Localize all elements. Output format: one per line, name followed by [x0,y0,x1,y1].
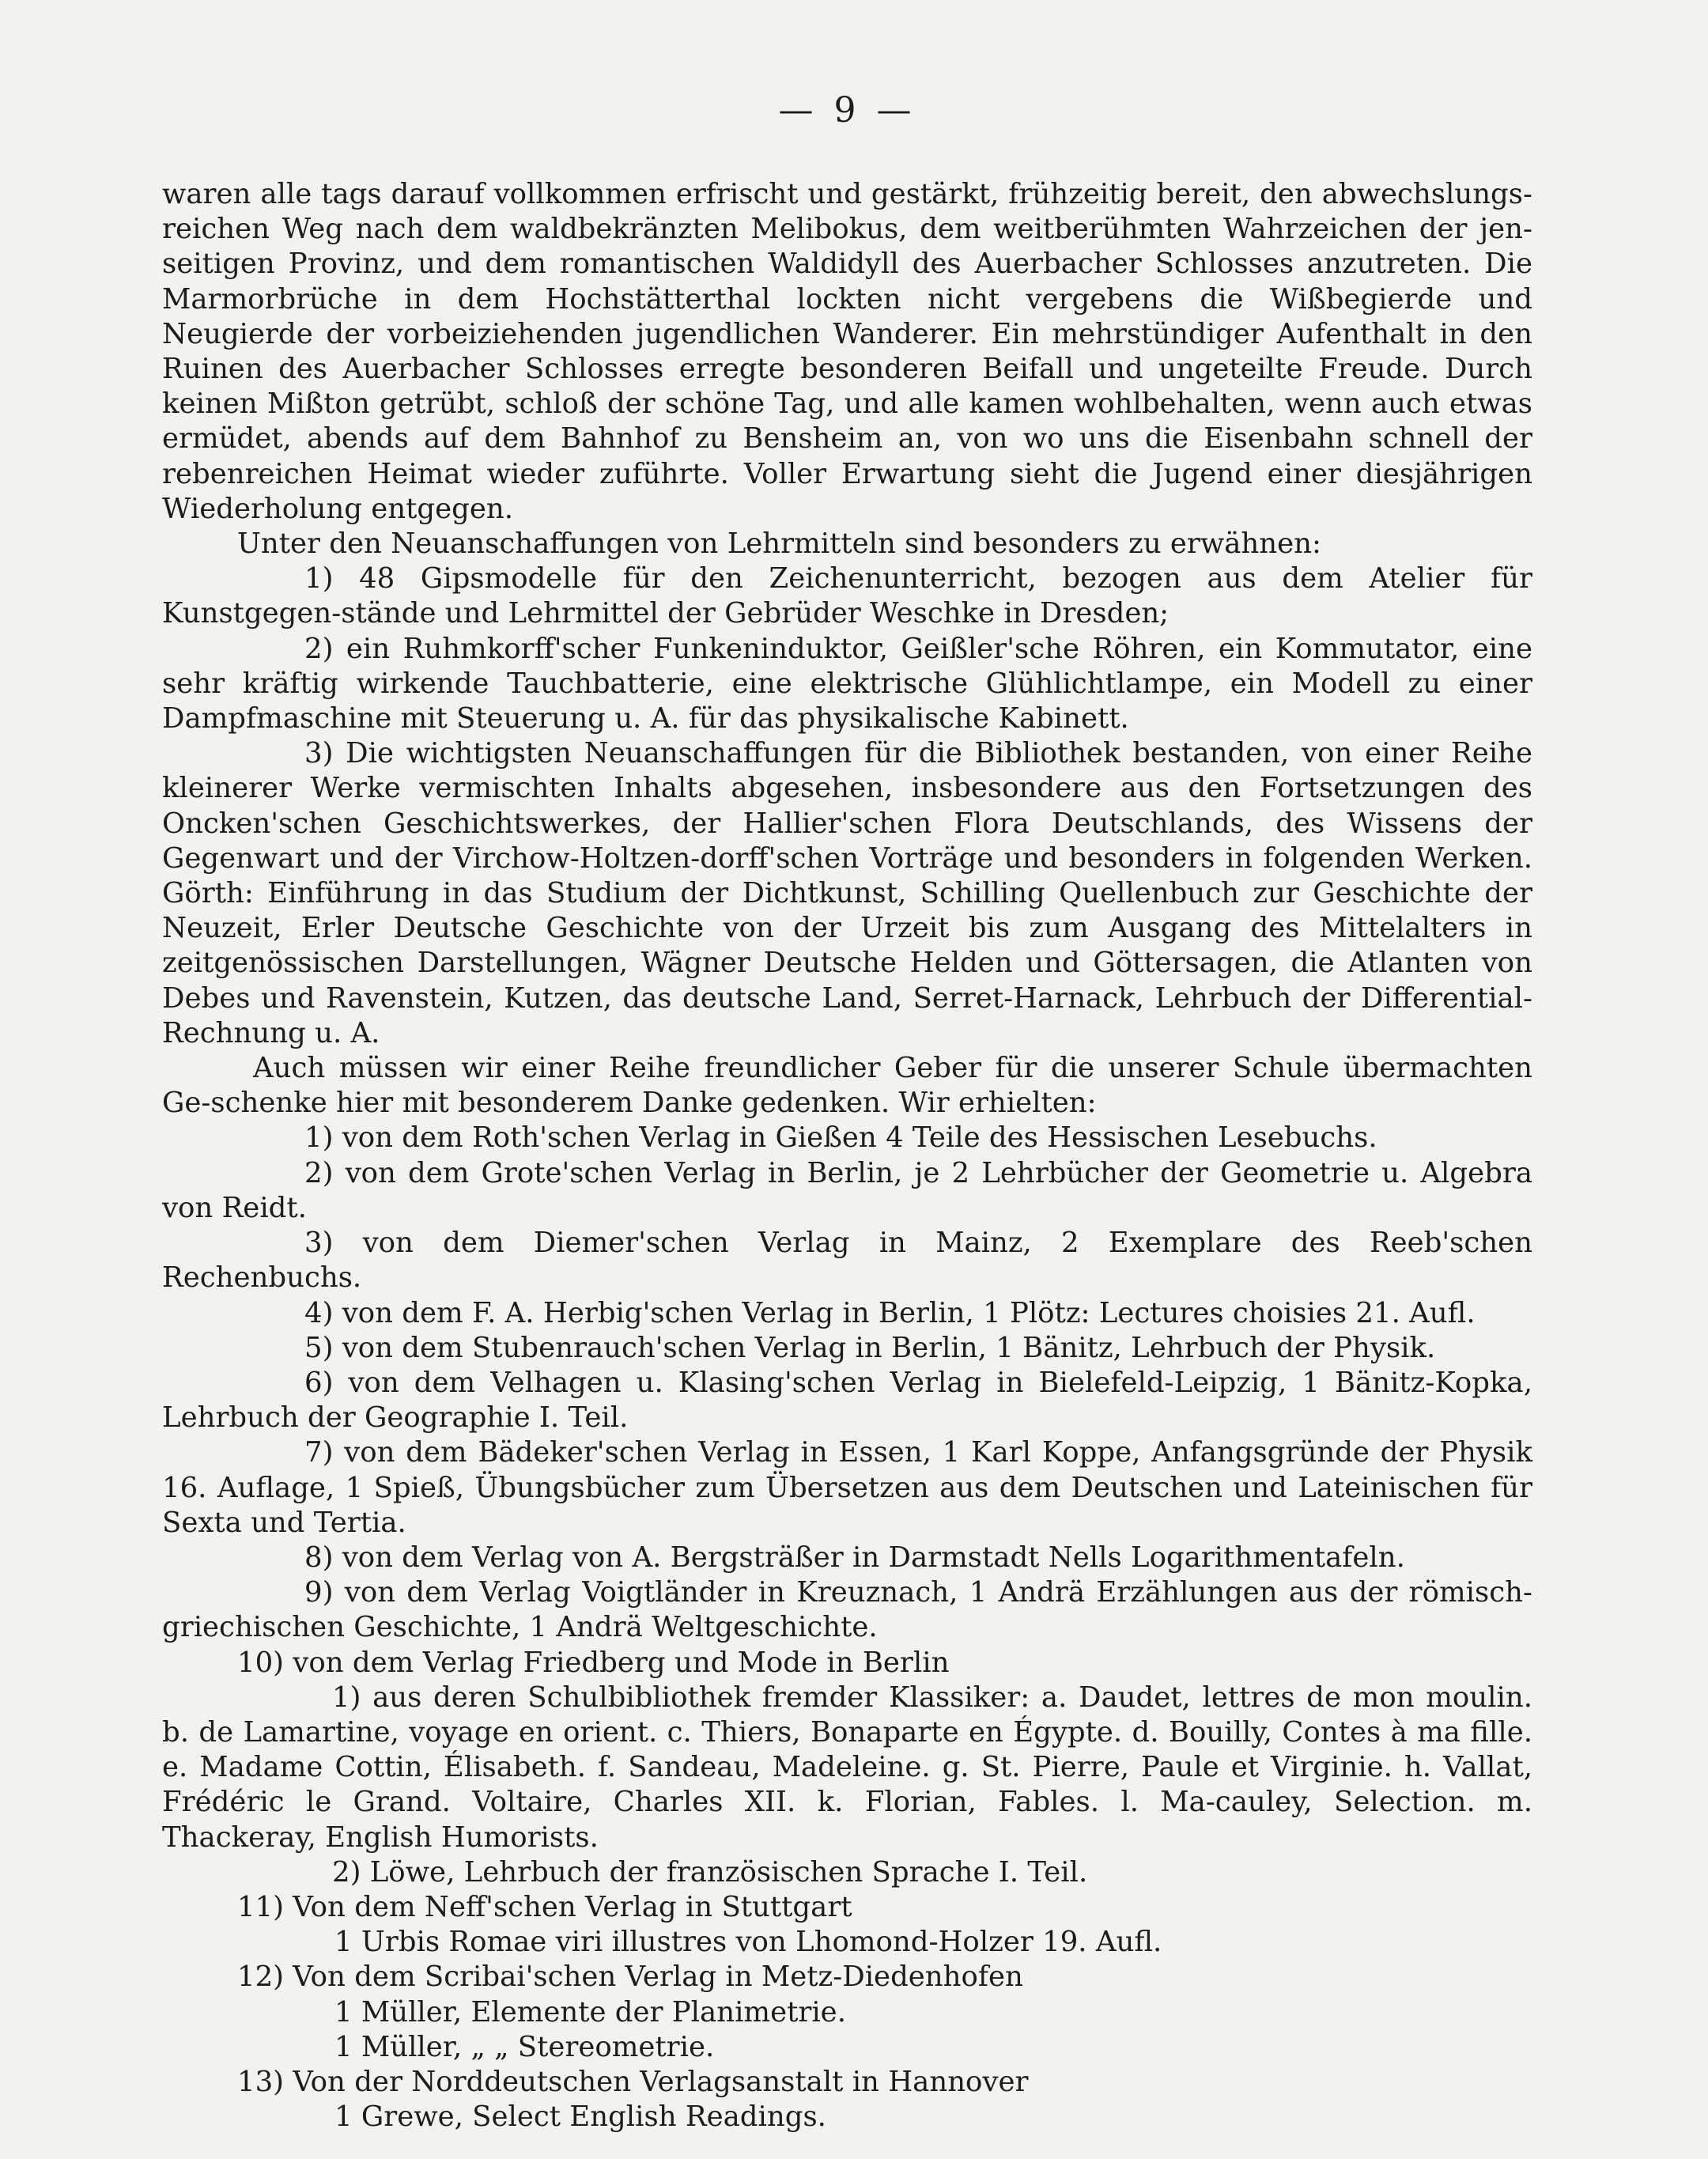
paragraph: 2) Löwe, Lehrbuch der französischen Sprache I. Teil. [332,1855,1088,1889]
paragraph: waren alle tags darauf vollkommen erfrischt und gestärkt, frühzeitig bereit, den abwechslungs-reichen Weg nach dem waldbekränzten Melibokus, dem weitberühmten Wahrzeichen der jen-seitigen Provinz, und dem romantischen Waldidyll des Auerbacher Schlosses anzutreten. Die Marmorbrüche in dem Hochstätterthal lockten nicht vergebens die Wißbegierde und Neugierde der vorbeiziehenden jugendlichen Wanderer. Ein mehrstündiger Aufenthalt in den Ruinen des Auerbacher Schlosses erregte besonderen Beifall und ungeteilte Freude. Durch keinen Mißton getrübt, schloß der schöne Tag, und alle kamen wohlbehalten, wenn auch etwas ermüdet, abends auf dem Bahnhof zu Bensheim an, von wo uns die Eisenbahn schnell der rebenreichen Heimat wieder zuführte. Voller Erwartung sieht die Jugend einer diesjährigen Wiederholung entgegen. [162,178,1532,525]
paragraph: 1 Müller, „ „ Stereometrie. [334,2030,715,2063]
paragraph: 1 Urbis Romae viri illustres von Lhomond-Holzer 19. Aufl. [334,1926,1162,1959]
paragraph: 5) von dem Stubenrauch'schen Verlag in Berlin, 1 Bänitz, Lehrbuch der Physik. [304,1331,1436,1364]
paragraph: 9) von dem Verlag Voigtländer in Kreuznach, 1 Andrä Erzählungen aus der römisch-griechischen Geschichte, 1 Andrä Weltgeschichte. [162,1576,1532,1644]
paragraph: 1) aus deren Schulbibliothek fremder Klassiker: a. Daudet, lettres de mon moulin. b. de Lamartine, voyage en orient. c. Thiers, Bonaparte en Égypte. d. Bouilly, Contes à ma fille. e. Madame Cottin, Élisabeth. f. Sandeau, Madeleine. g. St. Pierre, Paule et Virginie. h. Vallat, Frédéric le Grand. Voltaire, Charles XII. k. Florian, Fables. l. Ma-cauley, Selection. m. Thackeray, English Humorists. [162,1681,1532,1854]
paragraph: 10) von dem Verlag Friedberg und Mode in Berlin [237,1646,950,1679]
paragraph: 1 Müller, Elemente der Planimetrie. [334,1995,846,2029]
paragraph: Auch müssen wir einer Reihe freundlicher Geber für die unserer Schule übermachten Ge-schenke hier mit besonderem Danke gedenken. Wir erhielten: [162,1052,1532,1120]
paragraph: 4) von dem F. A. Herbig'schen Verlag in Berlin, 1 Plötz: Lectures choisies 21. Aufl. [304,1296,1476,1329]
paragraph: 6) von dem Velhagen u. Klasing'schen Verlag in Bielefeld-Leipzig, 1 Bänitz-Kopka, Lehrbuch der Geographie I. Teil. [162,1366,1532,1435]
paragraph: Unter den Neuanschaffungen von Lehrmitteln sind besonders zu erwähnen: [237,527,1321,561]
page-body [162,177,1532,2134]
paragraph: 8) von dem Verlag von A. Bergsträßer in Darmstadt Nells Logarithmentafeln. [304,1541,1405,1574]
paragraph: 1) von dem Roth'schen Verlag in Gießen 4 Teile des Hessischen Lesebuchs. [304,1121,1377,1155]
paragraph: 7) von dem Bädeker'schen Verlag in Essen, 1 Karl Koppe, Anfangsgründe der Physik 16. Auflage, 1 Spieß, Übungsbücher zum Übersetzen aus dem Deutschen und Lateinischen für Sexta und Tertia. [162,1436,1532,1539]
paragraph: 1 Grewe, Select English Readings. [334,2100,826,2134]
paragraph: 2) von dem Grote'schen Verlag in Berlin, je 2 Lehrbücher der Geometrie u. Algebra von Reidt. [162,1156,1532,1224]
paragraph: 13) Von der Norddeutschen Verlagsanstalt in Hannover [237,2065,1029,2098]
paragraph: 2) ein Ruhmkorff'scher Funkeninduktor, Geißler'sche Röhren, ein Kommutator, eine sehr kräftig wirkende Tauchbatterie, eine elektrische Glühlichtlampe, ein Modell zu einer Dampfmaschine mit Steuerung u. A. für das physikalische Kabinett. [162,632,1532,735]
paragraph: 1) 48 Gipsmodelle für den Zeichenunterricht, bezogen aus dem Atelier für Kunstgegen-stände und Lehrmittel der Gebrüder Weschke in Dresden; [162,562,1532,630]
page-number: — 9 — [778,90,916,130]
paragraph: 3) Die wichtigsten Neuanschaffungen für die Bibliothek bestanden, von einer Reihe kleinerer Werke vermischten Inhalts abgesehen, insbesondere aus den Fortsetzungen des Oncken'schen Geschichtswerkes, der Hallier'schen Flora Deutschlands, des Wissens der Gegenwart und der Virchow-Holtzen-dorff'schen Vorträge und besonders in folgenden Werken. Görth: Einführung in das Studium der Dichtkunst, Schilling Quellenbuch zur Geschichte der Neuzeit, Erler Deutsche Geschichte von der Urzeit bis zum Ausgang des Mittelalters in zeitgenössischen Darstellungen, Wägner Deutsche Helden und Göttersagen, die Atlanten von Debes und Ravenstein, Kutzen, das deutsche Land, Serret-Harnack, Lehrbuch der Differential-Rechnung u. A. [162,737,1532,1049]
paragraph: 12) Von dem Scribai'schen Verlag in Metz-Diedenhofen [237,1960,1023,1994]
paragraph: 11) Von dem Neff'schen Verlag in Stuttgart [237,1890,852,1923]
paragraph: 3) von dem Diemer'schen Verlag in Mainz, 2 Exemplare des Reeb'schen Rechenbuchs. [162,1227,1532,1295]
